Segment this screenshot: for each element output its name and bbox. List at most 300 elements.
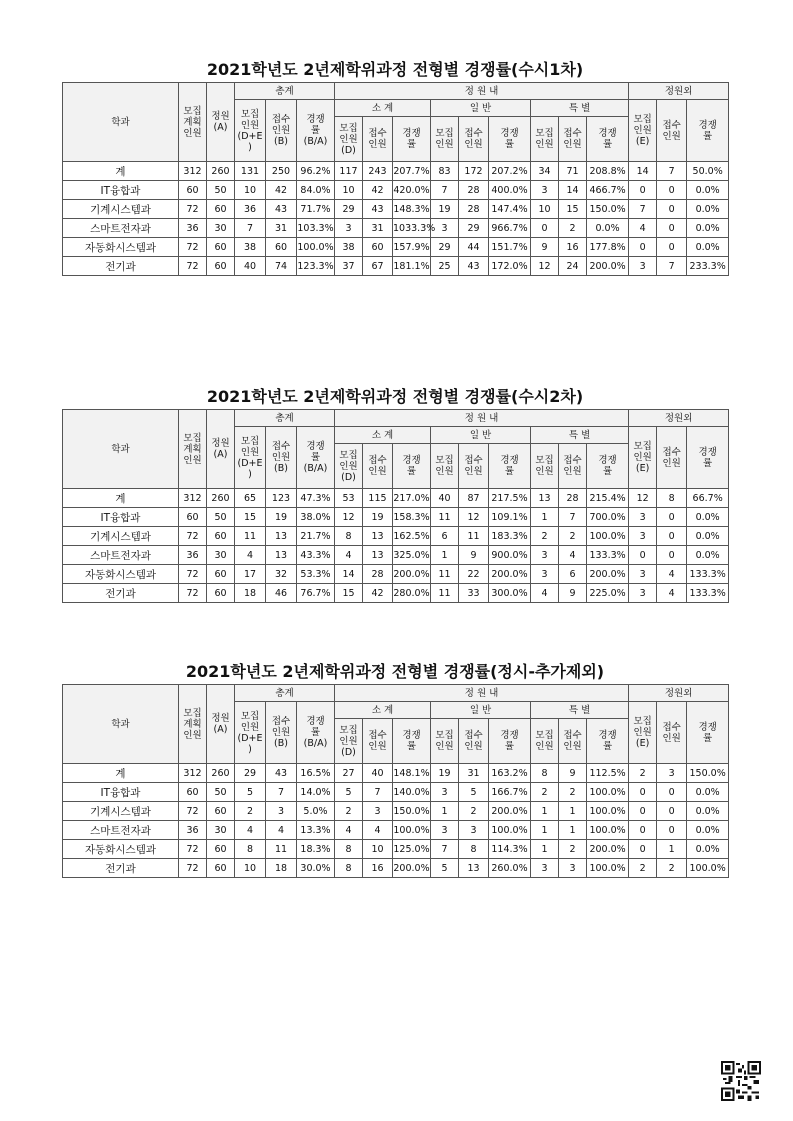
header-total-recruit: 모집 인원 (D+E ) [235,702,266,764]
cell-plan: 36 [179,546,207,565]
cell-special-recruit: 3 [531,859,559,878]
cell-general-rate: 183.3% [489,527,531,546]
header-total-recruit: 모집 인원 (D+E ) [235,100,266,162]
header-outside-recruit: 모집 인원 (E) [629,100,657,162]
cell-plan: 72 [179,584,207,603]
cell-outside-rate: 50.0% [687,162,729,181]
header-general: 일 반 [431,427,531,444]
cell-dept: 기계시스템과 [63,527,179,546]
header-special-recruit: 모집 인원 [531,444,559,489]
cell-special-apply: 3 [559,859,587,878]
cell-general-recruit: 6 [431,527,459,546]
header-subtotal: 소 계 [335,702,431,719]
cell-sub-apply: 40 [363,764,393,783]
cell-special-apply: 71 [559,162,587,181]
cell-quota: 260 [207,764,235,783]
cell-general-recruit: 19 [431,764,459,783]
header-outside-rate: 경쟁 률 [687,427,729,489]
competition-rate-table [62,409,729,603]
cell-general-recruit: 3 [431,821,459,840]
cell-quota: 60 [207,840,235,859]
cell-special-apply: 1 [559,802,587,821]
cell-general-apply: 13 [459,859,489,878]
cell-special-recruit: 10 [531,200,559,219]
cell-sub-rate: 140.0% [393,783,431,802]
competition-rate-section [62,660,728,878]
cell-special-recruit: 8 [531,764,559,783]
cell-plan: 72 [179,527,207,546]
cell-outside-rate: 0.0% [687,508,729,527]
cell-quota: 30 [207,546,235,565]
cell-quota: 50 [207,783,235,802]
cell-total-apply: 7 [266,783,297,802]
cell-special-rate: 100.0% [587,783,629,802]
cell-sub-rate: 148.1% [393,764,431,783]
cell-special-recruit: 0 [531,219,559,238]
cell-outside-apply: 0 [657,508,687,527]
cell-general-rate: 300.0% [489,584,531,603]
cell-outside-recruit: 0 [629,802,657,821]
qr-code [721,1061,761,1101]
cell-special-apply: 2 [559,219,587,238]
cell-sub-apply: 42 [363,181,393,200]
cell-quota: 60 [207,802,235,821]
cell-special-rate: 215.4% [587,489,629,508]
cell-quota: 60 [207,527,235,546]
cell-plan: 72 [179,565,207,584]
cell-total-rate: 71.7% [297,200,335,219]
cell-outside-apply: 4 [657,565,687,584]
cell-sub-recruit: 4 [335,821,363,840]
cell-special-recruit: 1 [531,508,559,527]
header-quota: 정원 (A) [207,83,235,162]
cell-special-apply: 4 [559,546,587,565]
cell-general-apply: 172 [459,162,489,181]
cell-dept: IT융합과 [63,508,179,527]
cell-general-apply: 11 [459,527,489,546]
cell-special-rate: 200.0% [587,565,629,584]
cell-total-rate: 123.3% [297,257,335,276]
cell-dept: 자동화시스템과 [63,238,179,257]
cell-general-apply: 3 [459,821,489,840]
cell-special-rate: 112.5% [587,764,629,783]
cell-general-rate: 207.2% [489,162,531,181]
cell-sub-recruit: 38 [335,238,363,257]
cell-outside-apply: 0 [657,219,687,238]
cell-general-apply: 12 [459,508,489,527]
header-general-recruit: 모집 인원 [431,719,459,764]
cell-special-rate: 150.0% [587,200,629,219]
cell-plan: 60 [179,783,207,802]
header-general: 일 반 [431,100,531,117]
cell-total-recruit: 10 [235,181,266,200]
cell-outside-rate: 0.0% [687,802,729,821]
cell-sub-apply: 67 [363,257,393,276]
header-general-apply: 접수 인원 [459,117,489,162]
cell-sub-rate: 1033.3% [393,219,431,238]
cell-general-recruit: 11 [431,565,459,584]
header-subtotal: 소 계 [335,427,431,444]
header-outside-rate: 경쟁 률 [687,702,729,764]
header-special-apply: 접수 인원 [559,117,587,162]
cell-dept: 계 [63,489,179,508]
cell-outside-rate: 150.0% [687,764,729,783]
table-row [63,546,729,565]
table-row [63,238,729,257]
cell-special-apply: 9 [559,584,587,603]
cell-general-recruit: 11 [431,584,459,603]
cell-general-rate: 100.0% [489,821,531,840]
cell-outside-recruit: 0 [629,546,657,565]
cell-total-rate: 38.0% [297,508,335,527]
cell-sub-apply: 42 [363,584,393,603]
header-outside-apply: 접수 인원 [657,427,687,489]
header-total-apply: 접수 인원 (B) [266,427,297,489]
cell-special-apply: 2 [559,783,587,802]
cell-outside-recruit: 2 [629,859,657,878]
cell-outside-recruit: 3 [629,257,657,276]
cell-quota: 60 [207,200,235,219]
cell-total-recruit: 17 [235,565,266,584]
cell-sub-rate: 325.0% [393,546,431,565]
cell-total-recruit: 36 [235,200,266,219]
cell-dept: 기계시스템과 [63,200,179,219]
cell-quota: 60 [207,584,235,603]
cell-quota: 60 [207,257,235,276]
cell-general-rate: 114.3% [489,840,531,859]
header-sub-recruit: 모집 인원 (D) [335,117,363,162]
cell-total-rate: 13.3% [297,821,335,840]
cell-total-rate: 30.0% [297,859,335,878]
cell-total-recruit: 40 [235,257,266,276]
cell-general-rate: 151.7% [489,238,531,257]
cell-total-apply: 18 [266,859,297,878]
cell-sub-apply: 243 [363,162,393,181]
cell-sub-apply: 13 [363,527,393,546]
cell-special-rate: 700.0% [587,508,629,527]
cell-total-recruit: 18 [235,584,266,603]
cell-outside-apply: 0 [657,821,687,840]
cell-special-rate: 100.0% [587,802,629,821]
cell-total-recruit: 65 [235,489,266,508]
cell-dept: 스마트전자과 [63,821,179,840]
cell-general-apply: 8 [459,840,489,859]
cell-general-recruit: 25 [431,257,459,276]
header-sub-recruit: 모집 인원 (D) [335,719,363,764]
cell-total-recruit: 7 [235,219,266,238]
cell-outside-rate: 0.0% [687,821,729,840]
cell-plan: 312 [179,489,207,508]
cell-special-rate: 466.7% [587,181,629,200]
cell-outside-recruit: 3 [629,527,657,546]
header-quota: 정원 (A) [207,410,235,489]
cell-outside-apply: 7 [657,257,687,276]
cell-outside-apply: 0 [657,802,687,821]
cell-special-recruit: 13 [531,489,559,508]
cell-special-apply: 2 [559,527,587,546]
cell-general-apply: 31 [459,764,489,783]
cell-total-recruit: 5 [235,783,266,802]
header-within-quota: 정 원 내 [335,410,629,427]
cell-sub-recruit: 8 [335,527,363,546]
cell-sub-recruit: 10 [335,181,363,200]
cell-special-recruit: 4 [531,584,559,603]
cell-outside-rate: 0.0% [687,219,729,238]
cell-general-recruit: 40 [431,489,459,508]
cell-special-apply: 6 [559,565,587,584]
cell-outside-rate: 0.0% [687,840,729,859]
competition-rate-table [62,82,729,276]
table-row [63,802,729,821]
cell-total-rate: 16.5% [297,764,335,783]
cell-general-rate: 217.5% [489,489,531,508]
header-plan: 모집 계획 인원 [179,410,207,489]
cell-total-recruit: 11 [235,527,266,546]
cell-total-recruit: 29 [235,764,266,783]
header-sub-recruit: 모집 인원 (D) [335,444,363,489]
cell-general-apply: 22 [459,565,489,584]
cell-outside-apply: 0 [657,181,687,200]
cell-outside-recruit: 2 [629,764,657,783]
cell-sub-rate: 420.0% [393,181,431,200]
cell-outside-rate: 0.0% [687,238,729,257]
header-general-recruit: 모집 인원 [431,117,459,162]
cell-general-apply: 5 [459,783,489,802]
cell-special-rate: 100.0% [587,527,629,546]
cell-total-rate: 100.0% [297,238,335,257]
header-outside-quota: 정원외 [629,83,729,100]
cell-outside-apply: 0 [657,527,687,546]
header-dept: 학과 [63,83,179,162]
table-row [63,783,729,802]
cell-quota: 260 [207,489,235,508]
cell-total-apply: 43 [266,764,297,783]
cell-general-recruit: 7 [431,181,459,200]
cell-outside-recruit: 3 [629,584,657,603]
cell-plan: 312 [179,764,207,783]
header-sub-apply: 접수 인원 [363,444,393,489]
cell-general-rate: 109.1% [489,508,531,527]
cell-sub-recruit: 27 [335,764,363,783]
cell-quota: 260 [207,162,235,181]
header-dept: 학과 [63,410,179,489]
cell-special-apply: 16 [559,238,587,257]
cell-special-recruit: 1 [531,802,559,821]
header-outside-quota: 정원외 [629,410,729,427]
cell-general-apply: 33 [459,584,489,603]
cell-general-rate: 400.0% [489,181,531,200]
cell-total-rate: 84.0% [297,181,335,200]
cell-outside-apply: 0 [657,546,687,565]
cell-dept: IT융합과 [63,181,179,200]
table-row [63,200,729,219]
header-total-rate: 경쟁 률 (B/A) [297,702,335,764]
cell-special-rate: 208.8% [587,162,629,181]
cell-sub-recruit: 29 [335,200,363,219]
header-special: 특 별 [531,702,629,719]
cell-general-rate: 147.4% [489,200,531,219]
cell-outside-recruit: 0 [629,181,657,200]
header-general-rate: 경쟁 률 [489,719,531,764]
cell-special-apply: 24 [559,257,587,276]
cell-sub-apply: 115 [363,489,393,508]
cell-general-rate: 260.0% [489,859,531,878]
cell-special-rate: 100.0% [587,821,629,840]
cell-special-rate: 100.0% [587,859,629,878]
header-special-apply: 접수 인원 [559,444,587,489]
header-total-rate: 경쟁 률 (B/A) [297,100,335,162]
cell-dept: IT융합과 [63,783,179,802]
cell-outside-recruit: 0 [629,821,657,840]
cell-special-rate: 133.3% [587,546,629,565]
cell-dept: 전기과 [63,584,179,603]
header-general: 일 반 [431,702,531,719]
header-subtotal: 소 계 [335,100,431,117]
cell-sub-recruit: 37 [335,257,363,276]
cell-sub-recruit: 14 [335,565,363,584]
cell-special-apply: 1 [559,821,587,840]
cell-outside-apply: 2 [657,859,687,878]
cell-total-apply: 31 [266,219,297,238]
header-general-recruit: 모집 인원 [431,444,459,489]
table-title: 2021학년도 2년제학위과정 전형별 경쟁률(수시1차) [206,60,584,79]
cell-total-apply: 32 [266,565,297,584]
cell-outside-rate: 133.3% [687,584,729,603]
header-total: 총계 [235,685,335,702]
cell-total-rate: 5.0% [297,802,335,821]
cell-general-apply: 43 [459,257,489,276]
cell-special-recruit: 9 [531,238,559,257]
cell-general-apply: 28 [459,200,489,219]
cell-sub-rate: 125.0% [393,840,431,859]
cell-special-recruit: 2 [531,783,559,802]
cell-outside-recruit: 0 [629,840,657,859]
header-quota: 정원 (A) [207,685,235,764]
cell-general-apply: 9 [459,546,489,565]
cell-outside-apply: 3 [657,764,687,783]
cell-total-rate: 21.7% [297,527,335,546]
cell-special-recruit: 12 [531,257,559,276]
cell-dept: 스마트전자과 [63,546,179,565]
cell-quota: 50 [207,181,235,200]
cell-total-recruit: 4 [235,546,266,565]
header-outside-quota: 정원외 [629,685,729,702]
cell-total-rate: 103.3% [297,219,335,238]
cell-special-apply: 15 [559,200,587,219]
cell-total-recruit: 2 [235,802,266,821]
cell-sub-recruit: 8 [335,840,363,859]
header-general-apply: 접수 인원 [459,719,489,764]
cell-general-recruit: 19 [431,200,459,219]
cell-total-rate: 43.3% [297,546,335,565]
cell-total-rate: 14.0% [297,783,335,802]
cell-total-apply: 250 [266,162,297,181]
cell-outside-recruit: 3 [629,565,657,584]
cell-dept: 전기과 [63,257,179,276]
table-row [63,162,729,181]
cell-general-apply: 29 [459,219,489,238]
header-within-quota: 정 원 내 [335,685,629,702]
cell-total-rate: 47.3% [297,489,335,508]
cell-special-recruit: 1 [531,821,559,840]
cell-general-recruit: 1 [431,802,459,821]
cell-general-recruit: 5 [431,859,459,878]
cell-dept: 전기과 [63,859,179,878]
cell-special-apply: 14 [559,181,587,200]
table-row [63,840,729,859]
cell-dept: 기계시스템과 [63,802,179,821]
cell-general-recruit: 1 [431,546,459,565]
cell-plan: 60 [179,508,207,527]
header-outside-apply: 접수 인원 [657,100,687,162]
cell-total-recruit: 8 [235,840,266,859]
table-row [63,565,729,584]
cell-sub-recruit: 53 [335,489,363,508]
cell-quota: 60 [207,238,235,257]
cell-sub-rate: 217.0% [393,489,431,508]
cell-sub-recruit: 5 [335,783,363,802]
cell-special-rate: 200.0% [587,257,629,276]
header-plan: 모집 계획 인원 [179,83,207,162]
cell-general-rate: 966.7% [489,219,531,238]
cell-outside-apply: 0 [657,238,687,257]
cell-general-rate: 900.0% [489,546,531,565]
cell-general-recruit: 11 [431,508,459,527]
competition-rate-section [62,58,728,276]
header-general-rate: 경쟁 률 [489,117,531,162]
cell-general-apply: 2 [459,802,489,821]
cell-sub-rate: 158.3% [393,508,431,527]
header-special-recruit: 모집 인원 [531,117,559,162]
cell-sub-rate: 157.9% [393,238,431,257]
cell-dept: 계 [63,764,179,783]
cell-outside-recruit: 3 [629,508,657,527]
cell-sub-rate: 181.1% [393,257,431,276]
cell-outside-rate: 0.0% [687,200,729,219]
cell-plan: 72 [179,257,207,276]
header-outside-rate: 경쟁 률 [687,100,729,162]
cell-plan: 36 [179,219,207,238]
header-dept: 학과 [63,685,179,764]
cell-outside-recruit: 14 [629,162,657,181]
cell-dept: 자동화시스템과 [63,840,179,859]
cell-special-recruit: 34 [531,162,559,181]
table-row [63,508,729,527]
cell-outside-apply: 1 [657,840,687,859]
cell-outside-rate: 133.3% [687,565,729,584]
cell-sub-apply: 3 [363,802,393,821]
header-special-rate: 경쟁 률 [587,719,629,764]
header-total-rate: 경쟁 률 (B/A) [297,427,335,489]
cell-sub-recruit: 2 [335,802,363,821]
cell-special-recruit: 3 [531,181,559,200]
cell-special-rate: 177.8% [587,238,629,257]
cell-sub-recruit: 117 [335,162,363,181]
cell-sub-apply: 4 [363,821,393,840]
cell-quota: 30 [207,219,235,238]
cell-sub-apply: 31 [363,219,393,238]
cell-general-apply: 28 [459,181,489,200]
cell-outside-rate: 233.3% [687,257,729,276]
header-total-recruit: 모집 인원 (D+E ) [235,427,266,489]
cell-special-apply: 7 [559,508,587,527]
table-row [63,527,729,546]
cell-special-apply: 2 [559,840,587,859]
cell-sub-apply: 13 [363,546,393,565]
table-title: 2021학년도 2년제학위과정 전형별 경쟁률(수시2차) [206,387,584,406]
table-row [63,181,729,200]
header-sub-rate: 경쟁 률 [393,444,431,489]
